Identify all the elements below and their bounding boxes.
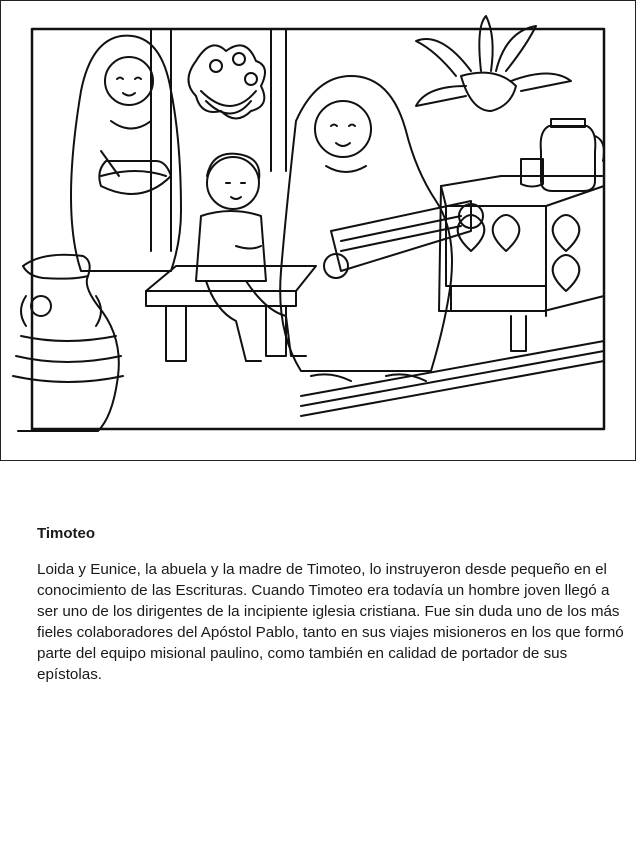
clay-vase <box>13 255 123 431</box>
caption-body: Loida y Eunice, la abuela y la madre de Timoteo, lo instruyeron desde pequeño en el conocimiento de las Escrituras. Cuando Timoteo era todavía un hombre joven llegó a ser uno de los dirigentes de la incipiente iglesia cristiana. Fue sin duda uno de los más fieles colaboradores del Apóstol Pablo, tanto en sus viajes misioneros en los que formó parte del equipo misional paulino, como también en calidad de portador de sus epístolas. <box>37 561 624 683</box>
woman-standing <box>71 36 181 271</box>
caption-block <box>37 525 627 685</box>
jug-and-cup <box>521 119 604 191</box>
caption-title: Timoteo <box>37 525 96 542</box>
hanging-plant-left <box>189 45 266 118</box>
grandmother-with-scroll <box>280 76 483 381</box>
